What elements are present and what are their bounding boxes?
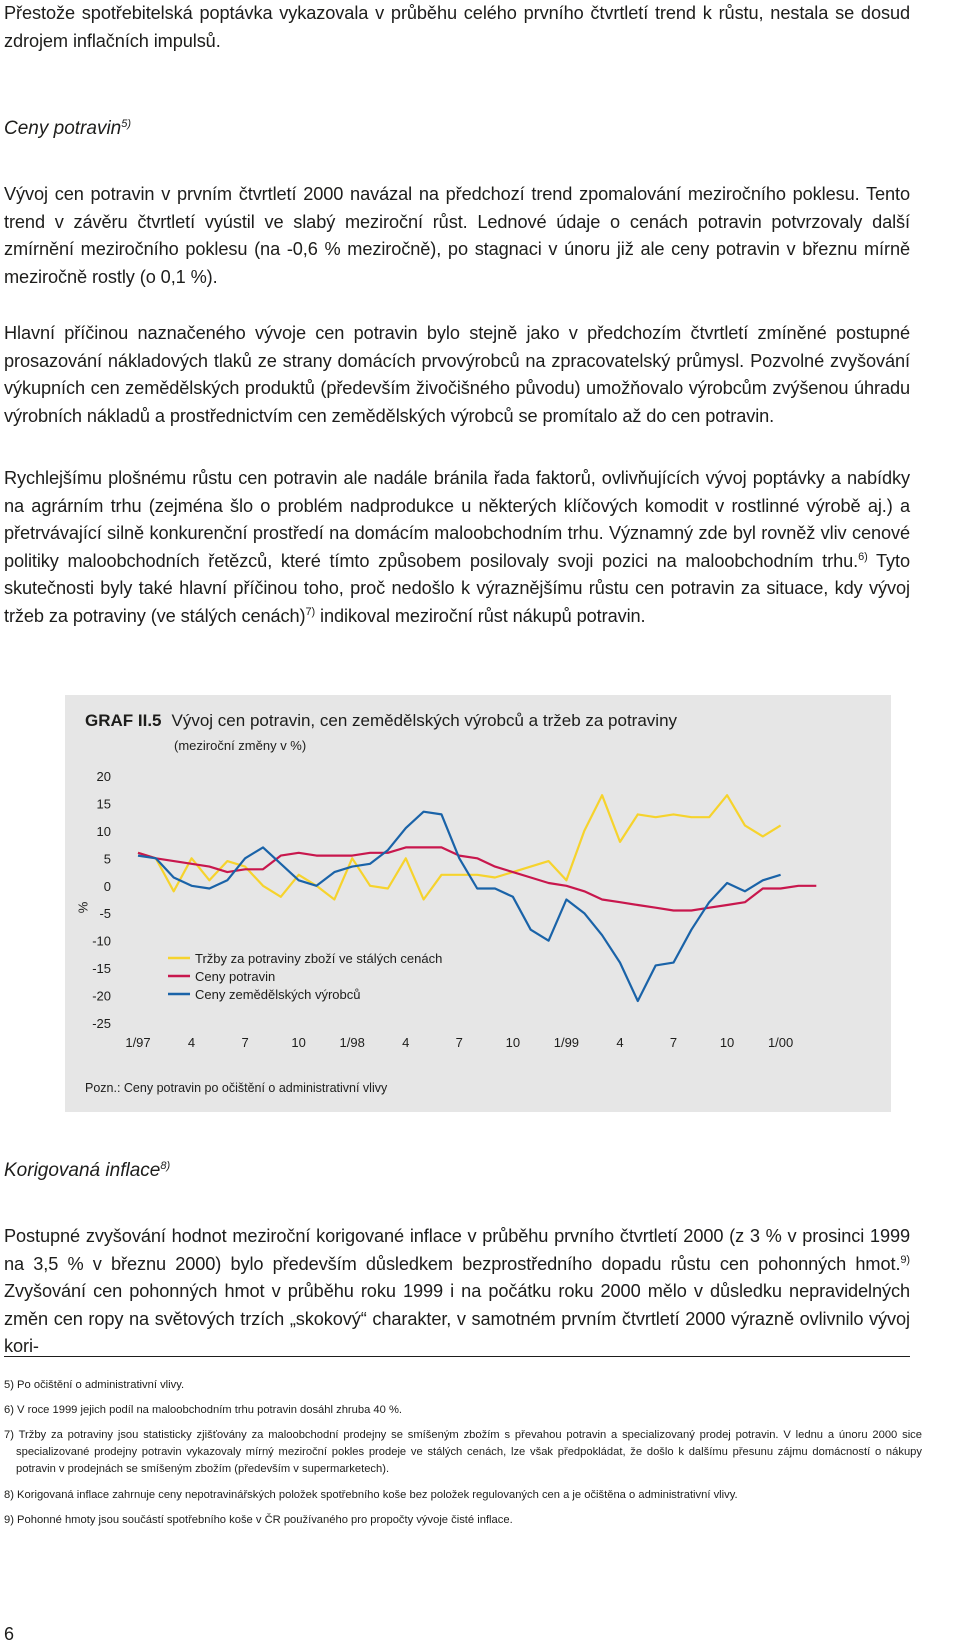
footnote-7: 7) Tržby za potraviny jsou statisticky zjišťovány za maloobchodní prodejny se smíšeným zbožím s převahou potravin a specializovaný prodej potravin. V lednu a únoru 2000 sice specializované prodejny potravin vykazovaly mírný meziroční pokles prodeje ve stálých cenách, lze však předpokládat, že došlo k dalšímu přesunu zájmu domácností o nákupy potravin v prodejnách se smíšeným zbožím (především v supermarketech). [4,1429,922,1475]
x-tick-label: 4 [616,1035,624,1050]
legend-label-2: Ceny potravin [195,969,276,984]
y-tick-label: -15 [92,961,111,977]
chart-subtitle: (meziroční změny v %) [174,738,307,753]
line-chart [65,695,891,1075]
footnote-5: 5) Po očištění o administrativní vlivy. [4,1379,185,1391]
y-tick-label: 5 [103,851,111,867]
footnote-separator [4,1356,910,1357]
series-line-2 [138,847,816,910]
y-tick-label: -20 [92,988,111,1004]
x-tick-label: 1/98 [339,1035,365,1050]
x-tick-label: 7 [241,1035,249,1050]
chart-panel [65,695,891,1112]
x-tick-label: 4 [187,1035,196,1050]
legend-label-3: Ceny zemědělských výrobců [195,987,361,1002]
paragraph-ceny-potravin-2: Hlavní příčinou naznačeného vývoje cen potravin bylo stejně jako v předchozím čtvrtletí zmíněné postupné prosazování nákladových tlaků ze strany domácích prvovýrobců na zpracovatelský průmysl. Pozvolné zvyšování výkupních cen zemědělských produktů (především živočišného původu) umožňovalo výrobcům zvýšenou úhradu výrobních nákladů a prostřednictvím cen zemědělských výrobců se promítalo až do cen potravin. [4,323,910,426]
chart-title: GRAF II.5 Vývoj cen potravin, cen zemědělských výrobců a tržeb za potraviny [85,711,678,730]
series-line-1 [138,795,781,899]
chart-note: Pozn.: Ceny potravin po očištění o administrativní vlivy [85,1081,388,1095]
y-tick-label: 0 [103,878,111,894]
x-tick-label: 1/99 [553,1035,580,1050]
x-tick-label: 7 [455,1035,463,1050]
y-tick-label: -5 [99,906,111,922]
x-tick-label: 7 [669,1035,678,1050]
paragraph-ceny-potravin-1: Vývoj cen potravin v prvním čtvrtletí 2000 navázal na předchozí trend zpomalování meziročního poklesu. Tento trend v závěru čtvrtletí vyústil ve slabý meziroční růst. Lednové údaje o cenách potravin potvrzovaly další zmírnění meziročního poklesu (na -0,6 % meziročně), po stagnaci v únoru již ale ceny potravin v březnu mírně meziročně rostly (o 0,1 %). [4,184,910,287]
legend-label-1: Tržby za potraviny zboží ve stálých cenách [195,951,443,966]
x-tick-label: 1/00 [767,1035,794,1050]
y-tick-label: -10 [92,933,111,949]
footnote-8: 8) Korigovaná inflace zahrnuje ceny nepotravinářských položek spotřebního koše bez položek regulovaných cen a je očištěna o administrativní vlivy. [4,1489,738,1501]
y-tick-label: 15 [96,796,111,812]
x-tick-label: 10 [291,1035,306,1050]
section-heading-ceny-potravin: Ceny potravin$^{5)}$ [4,118,132,139]
x-tick-label: 4 [402,1035,410,1050]
paragraph-korigovana-inflace: Postupné zvyšování hodnot meziroční korigované inflace v průběhu prvního čtvrtletí 2000 (z 3 % v prosinci 1999 na 3,5 % v březnu 2000) bylo především důsledkem bezprostředního dopadu růstu cen pohonných hmot.$^{9)}$ Zvyšování cen pohonných hmot v průběhu roku 1999 i na počátku roku 2000 mělo v důsledku nepravidelných změn cen ropy na světových trzích „skokový“ charakter, v samotném prvním čtvrtletí 2000 výrazně ovlivnilo vývoj kori- [4,1226,910,1356]
footnote-9: 9) Pohonné hmoty jsou součástí spotřebního koše v ČR používaného pro propočty vývoje čisté inflace. [4,1514,513,1526]
chart-y-axis-label: % [75,901,91,914]
paragraph-ceny-potravin-3: Rychlejšímu plošnému růstu cen potravin ale nadále bránila řada faktorů, ovlivňujících vývoj poptávky a nabídky na agrárním trhu (zejména šlo o problém nadprodukce u některých klíčových komodit v rostlinné výrobě aj.) a přetrvávající silně konkurenční prostředí na domácím maloobchodním trhu. Významný zde byl rovněž vliv cenové politiky maloobchodních řetězců, které tímto způsobem posilovaly svoji pozici na maloobchodním trhu.$^{6)}$ Tyto skutečnosti byly také hlavní příčinou toho, proč nedošlo k výraznějšímu růstu cen potravin za situace, kdy vývoj tržeb za potraviny (ve stálých cenách)$^{7)}$ indikoval meziroční růst nákupů potravin. [4,468,911,626]
y-tick-label: 20 [96,769,111,784]
x-tick-label: 10 [719,1035,735,1050]
x-tick-label: 1/97 [125,1035,151,1050]
paragraph-intro: Přestože spotřebitelská poptávka vykazovala v průběhu celého prvního čtvrtletí trend k růstu, nestala se dosud zdrojem inflačních impulsů. [4,3,910,51]
x-tick-label: 10 [505,1035,521,1050]
footnote-6: 6) V roce 1999 jejich podíl na maloobchodním trhu potravin dosáhl zhruba 40 %. [4,1404,403,1416]
page-number: 6 [4,1624,15,1644]
section-heading-korigovana-inflace: Korigovaná inflace$^{8)}$ [4,1160,171,1181]
y-tick-label: -25 [92,1016,111,1031]
y-tick-label: 10 [96,823,111,839]
